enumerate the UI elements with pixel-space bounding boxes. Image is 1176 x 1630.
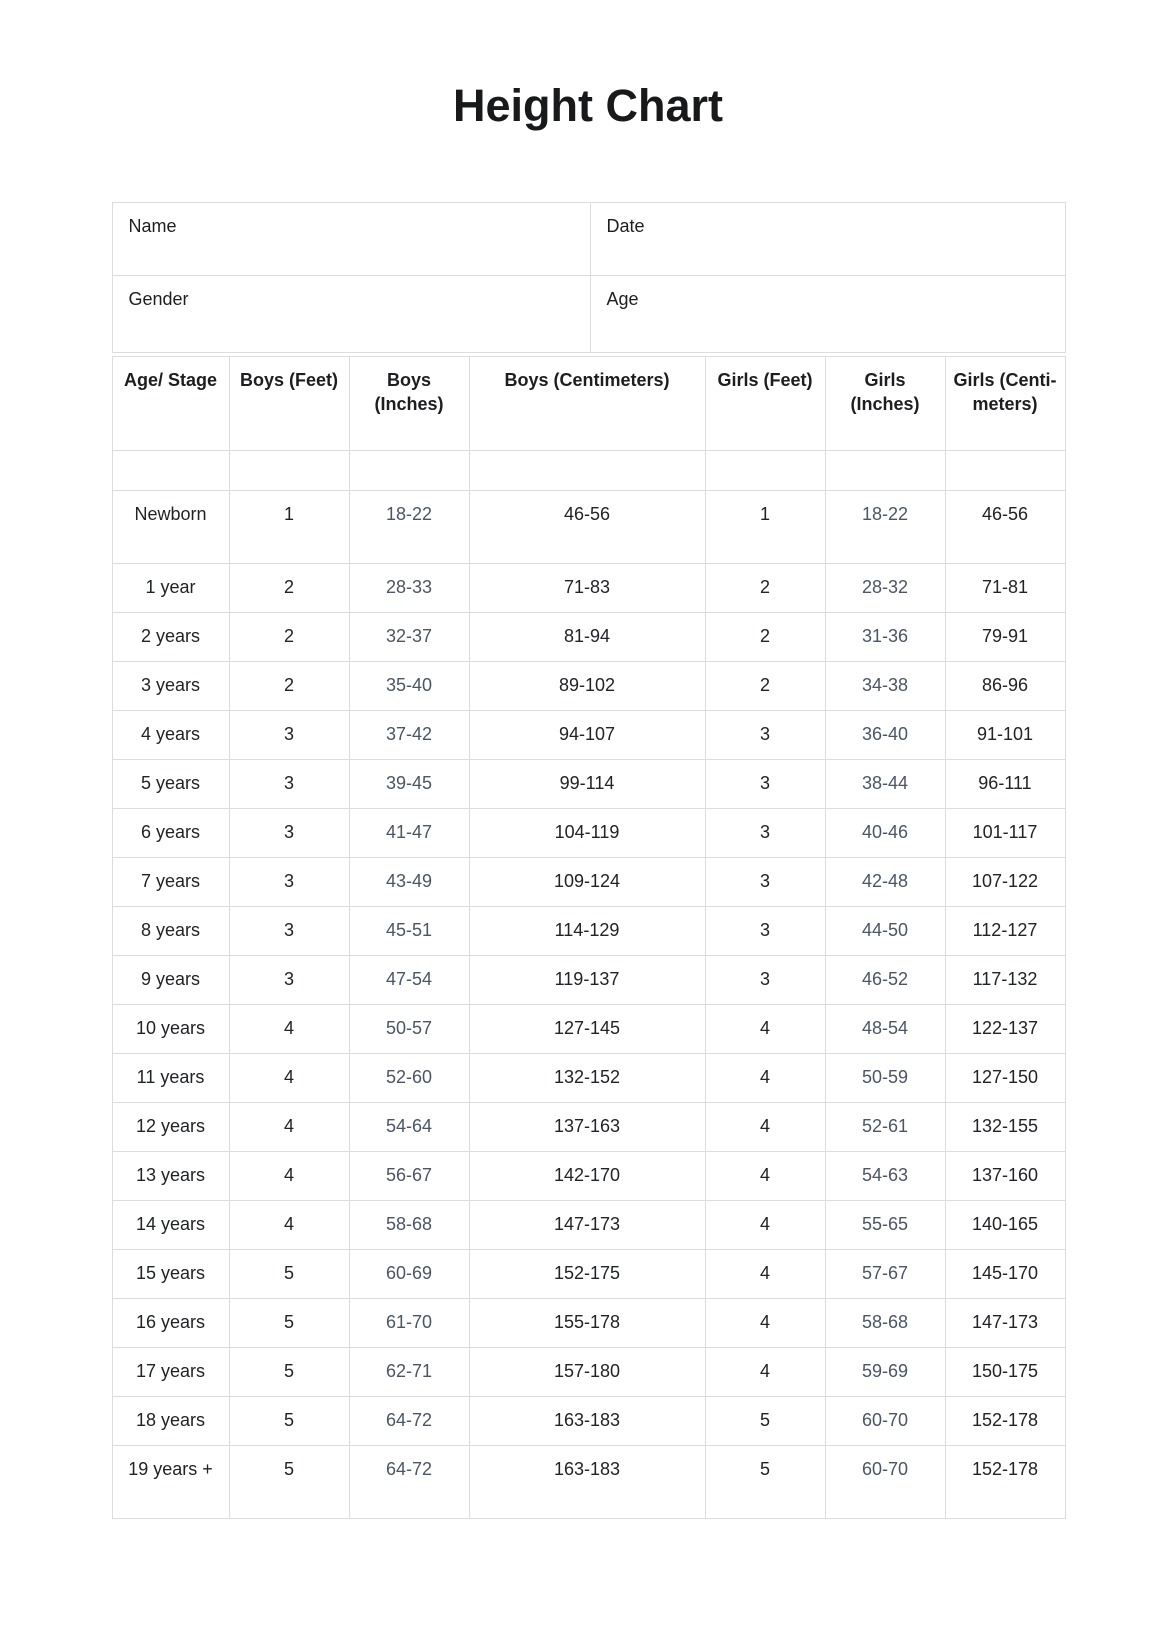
girls-cm-cell: 71-81 bbox=[945, 564, 1065, 613]
girls-cm-cell: 86-96 bbox=[945, 662, 1065, 711]
age-stage-cell: 6 years bbox=[112, 809, 229, 858]
boys-feet-cell: 2 bbox=[229, 662, 349, 711]
table-row bbox=[112, 1250, 1065, 1299]
boys-inches-cell: 61-70 bbox=[349, 1299, 469, 1348]
girls-feet-cell: 3 bbox=[705, 809, 825, 858]
boys-cm-cell: 104-119 bbox=[469, 809, 705, 858]
boys-cm-cell: 163-183 bbox=[469, 1446, 705, 1519]
table-row bbox=[112, 564, 1065, 613]
content-area bbox=[112, 202, 1065, 1519]
age-stage-cell: 14 years bbox=[112, 1201, 229, 1250]
age-stage-cell: 4 years bbox=[112, 711, 229, 760]
age-stage-cell: 13 years bbox=[112, 1152, 229, 1201]
table-row bbox=[112, 1201, 1065, 1250]
name-field-cell bbox=[112, 203, 590, 276]
age-stage-cell: 10 years bbox=[112, 1005, 229, 1054]
girls-feet-cell: 4 bbox=[705, 1250, 825, 1299]
table-row bbox=[112, 858, 1065, 907]
girls-inches-cell: 48-54 bbox=[825, 1005, 945, 1054]
girls-cm-cell: 145-170 bbox=[945, 1250, 1065, 1299]
girls-cm-cell: 132-155 bbox=[945, 1103, 1065, 1152]
boys-feet-cell: 3 bbox=[229, 956, 349, 1005]
date-field-cell bbox=[590, 203, 1065, 276]
form-row-name-date bbox=[112, 203, 1065, 276]
girls-cm-cell: 101-117 bbox=[945, 809, 1065, 858]
header-boys-cm: Boys (Centimeters) bbox=[469, 357, 705, 451]
girls-inches-cell: 42-48 bbox=[825, 858, 945, 907]
girls-inches-cell: 50-59 bbox=[825, 1054, 945, 1103]
boys-inches-cell: 41-47 bbox=[349, 809, 469, 858]
boys-cm-cell: 157-180 bbox=[469, 1348, 705, 1397]
boys-cm-cell: 155-178 bbox=[469, 1299, 705, 1348]
girls-feet-cell: 4 bbox=[705, 1201, 825, 1250]
age-stage-cell: 19 years + bbox=[112, 1446, 229, 1519]
girls-cm-cell: 46-56 bbox=[945, 491, 1065, 564]
girls-cm-cell: 107-122 bbox=[945, 858, 1065, 907]
boys-feet-cell: 3 bbox=[229, 858, 349, 907]
gender-label: Gender bbox=[128, 289, 189, 309]
boys-cm-cell: 127-145 bbox=[469, 1005, 705, 1054]
boys-cm-cell: 132-152 bbox=[469, 1054, 705, 1103]
empty-cell bbox=[349, 451, 469, 491]
girls-feet-cell: 4 bbox=[705, 1348, 825, 1397]
boys-inches-cell: 62-71 bbox=[349, 1348, 469, 1397]
table-row bbox=[112, 1152, 1065, 1201]
boys-inches-cell: 58-68 bbox=[349, 1201, 469, 1250]
boys-cm-cell: 137-163 bbox=[469, 1103, 705, 1152]
header-boys-inches: Boys (Inches) bbox=[349, 357, 469, 451]
age-stage-cell: 17 years bbox=[112, 1348, 229, 1397]
boys-feet-cell: 5 bbox=[229, 1250, 349, 1299]
girls-feet-cell: 4 bbox=[705, 1005, 825, 1054]
girls-inches-cell: 57-67 bbox=[825, 1250, 945, 1299]
boys-inches-cell: 54-64 bbox=[349, 1103, 469, 1152]
girls-cm-cell: 137-160 bbox=[945, 1152, 1065, 1201]
page-title: Height Chart bbox=[453, 80, 723, 131]
boys-feet-cell: 1 bbox=[229, 491, 349, 564]
name-label: Name bbox=[128, 216, 177, 236]
table-row bbox=[112, 491, 1065, 564]
girls-inches-cell: 60-70 bbox=[825, 1397, 945, 1446]
boys-inches-cell: 43-49 bbox=[349, 858, 469, 907]
table-row bbox=[112, 809, 1065, 858]
girls-feet-cell: 2 bbox=[705, 613, 825, 662]
boys-cm-cell: 109-124 bbox=[469, 858, 705, 907]
patient-info-table bbox=[112, 202, 1066, 353]
girls-cm-cell: 117-132 bbox=[945, 956, 1065, 1005]
girls-cm-cell: 147-173 bbox=[945, 1299, 1065, 1348]
empty-cell bbox=[469, 451, 705, 491]
girls-cm-cell: 122-137 bbox=[945, 1005, 1065, 1054]
boys-feet-cell: 3 bbox=[229, 809, 349, 858]
table-row bbox=[112, 1397, 1065, 1446]
height-table-body bbox=[112, 451, 1065, 1519]
girls-feet-cell: 3 bbox=[705, 907, 825, 956]
girls-feet-cell: 3 bbox=[705, 858, 825, 907]
header-girls-inches: Girls (Inches) bbox=[825, 357, 945, 451]
boys-cm-cell: 147-173 bbox=[469, 1201, 705, 1250]
age-stage-cell: 1 year bbox=[112, 564, 229, 613]
header-girls-cm: Girls (Centi- meters) bbox=[945, 357, 1065, 451]
girls-feet-cell: 5 bbox=[705, 1446, 825, 1519]
age-stage-cell: 2 years bbox=[112, 613, 229, 662]
age-stage-cell: 8 years bbox=[112, 907, 229, 956]
boys-inches-cell: 56-67 bbox=[349, 1152, 469, 1201]
boys-feet-cell: 5 bbox=[229, 1397, 349, 1446]
header-age-stage: Age/ Stage bbox=[112, 357, 229, 451]
age-stage-cell: 15 years bbox=[112, 1250, 229, 1299]
boys-feet-cell: 4 bbox=[229, 1201, 349, 1250]
boys-feet-cell: 4 bbox=[229, 1005, 349, 1054]
boys-cm-cell: 163-183 bbox=[469, 1397, 705, 1446]
boys-feet-cell: 5 bbox=[229, 1348, 349, 1397]
girls-inches-cell: 28-32 bbox=[825, 564, 945, 613]
table-row bbox=[112, 662, 1065, 711]
girls-cm-cell: 150-175 bbox=[945, 1348, 1065, 1397]
girls-cm-cell: 112-127 bbox=[945, 907, 1065, 956]
age-stage-cell: Newborn bbox=[112, 491, 229, 564]
girls-feet-cell: 3 bbox=[705, 760, 825, 809]
table-row bbox=[112, 711, 1065, 760]
girls-cm-cell: 152-178 bbox=[945, 1397, 1065, 1446]
girls-feet-cell: 3 bbox=[705, 711, 825, 760]
girls-inches-cell: 40-46 bbox=[825, 809, 945, 858]
girls-feet-cell: 4 bbox=[705, 1152, 825, 1201]
boys-inches-cell: 45-51 bbox=[349, 907, 469, 956]
girls-inches-cell: 31-36 bbox=[825, 613, 945, 662]
girls-inches-cell: 46-52 bbox=[825, 956, 945, 1005]
girls-cm-cell: 91-101 bbox=[945, 711, 1065, 760]
boys-feet-cell: 2 bbox=[229, 564, 349, 613]
boys-inches-cell: 28-33 bbox=[349, 564, 469, 613]
boys-feet-cell: 2 bbox=[229, 613, 349, 662]
table-row bbox=[112, 956, 1065, 1005]
boys-feet-cell: 4 bbox=[229, 1103, 349, 1152]
girls-inches-cell: 44-50 bbox=[825, 907, 945, 956]
boys-cm-cell: 114-129 bbox=[469, 907, 705, 956]
table-row bbox=[112, 907, 1065, 956]
girls-feet-cell: 4 bbox=[705, 1299, 825, 1348]
boys-feet-cell: 3 bbox=[229, 760, 349, 809]
boys-inches-cell: 64-72 bbox=[349, 1397, 469, 1446]
girls-inches-cell: 34-38 bbox=[825, 662, 945, 711]
girls-inches-cell: 38-44 bbox=[825, 760, 945, 809]
table-row bbox=[112, 1005, 1065, 1054]
form-row-gender-age bbox=[112, 276, 1065, 353]
boys-feet-cell: 4 bbox=[229, 1152, 349, 1201]
boys-cm-cell: 119-137 bbox=[469, 956, 705, 1005]
empty-cell bbox=[825, 451, 945, 491]
boys-feet-cell: 3 bbox=[229, 711, 349, 760]
age-stage-cell: 7 years bbox=[112, 858, 229, 907]
boys-feet-cell: 4 bbox=[229, 1054, 349, 1103]
girls-cm-cell: 140-165 bbox=[945, 1201, 1065, 1250]
boys-inches-cell: 39-45 bbox=[349, 760, 469, 809]
boys-inches-cell: 35-40 bbox=[349, 662, 469, 711]
girls-feet-cell: 1 bbox=[705, 491, 825, 564]
boys-cm-cell: 142-170 bbox=[469, 1152, 705, 1201]
girls-feet-cell: 2 bbox=[705, 662, 825, 711]
girls-feet-cell: 2 bbox=[705, 564, 825, 613]
boys-inches-cell: 37-42 bbox=[349, 711, 469, 760]
age-stage-cell: 11 years bbox=[112, 1054, 229, 1103]
empty-row bbox=[112, 451, 1065, 491]
boys-feet-cell: 3 bbox=[229, 907, 349, 956]
boys-inches-cell: 60-69 bbox=[349, 1250, 469, 1299]
girls-feet-cell: 4 bbox=[705, 1103, 825, 1152]
boys-cm-cell: 152-175 bbox=[469, 1250, 705, 1299]
girls-inches-cell: 36-40 bbox=[825, 711, 945, 760]
girls-feet-cell: 5 bbox=[705, 1397, 825, 1446]
header-boys-feet: Boys (Feet) bbox=[229, 357, 349, 451]
empty-cell bbox=[945, 451, 1065, 491]
age-stage-cell: 18 years bbox=[112, 1397, 229, 1446]
table-row bbox=[112, 1054, 1065, 1103]
boys-cm-cell: 99-114 bbox=[469, 760, 705, 809]
boys-cm-cell: 71-83 bbox=[469, 564, 705, 613]
girls-cm-cell: 79-91 bbox=[945, 613, 1065, 662]
girls-inches-cell: 54-63 bbox=[825, 1152, 945, 1201]
empty-cell bbox=[112, 451, 229, 491]
age-stage-cell: 5 years bbox=[112, 760, 229, 809]
girls-inches-cell: 18-22 bbox=[825, 491, 945, 564]
boys-inches-cell: 18-22 bbox=[349, 491, 469, 564]
girls-cm-cell: 96-111 bbox=[945, 760, 1065, 809]
boys-feet-cell: 5 bbox=[229, 1299, 349, 1348]
header-row bbox=[112, 357, 1065, 451]
boys-cm-cell: 46-56 bbox=[469, 491, 705, 564]
date-label: Date bbox=[606, 216, 645, 236]
header-girls-feet: Girls (Feet) bbox=[705, 357, 825, 451]
boys-cm-cell: 81-94 bbox=[469, 613, 705, 662]
table-row bbox=[112, 1299, 1065, 1348]
gender-field-cell bbox=[112, 276, 590, 353]
boys-feet-cell: 5 bbox=[229, 1446, 349, 1519]
boys-inches-cell: 50-57 bbox=[349, 1005, 469, 1054]
age-stage-cell: 16 years bbox=[112, 1299, 229, 1348]
girls-inches-cell: 52-61 bbox=[825, 1103, 945, 1152]
boys-cm-cell: 89-102 bbox=[469, 662, 705, 711]
girls-inches-cell: 58-68 bbox=[825, 1299, 945, 1348]
boys-inches-cell: 64-72 bbox=[349, 1446, 469, 1519]
girls-inches-cell: 55-65 bbox=[825, 1201, 945, 1250]
girls-inches-cell: 60-70 bbox=[825, 1446, 945, 1519]
girls-feet-cell: 3 bbox=[705, 956, 825, 1005]
table-row bbox=[112, 613, 1065, 662]
age-stage-cell: 3 years bbox=[112, 662, 229, 711]
girls-inches-cell: 59-69 bbox=[825, 1348, 945, 1397]
age-field-cell bbox=[590, 276, 1065, 353]
table-row bbox=[112, 1103, 1065, 1152]
table-row bbox=[112, 1348, 1065, 1397]
empty-cell bbox=[229, 451, 349, 491]
age-stage-cell: 12 years bbox=[112, 1103, 229, 1152]
girls-feet-cell: 4 bbox=[705, 1054, 825, 1103]
boys-cm-cell: 94-107 bbox=[469, 711, 705, 760]
girls-cm-cell: 127-150 bbox=[945, 1054, 1065, 1103]
age-stage-cell: 9 years bbox=[112, 956, 229, 1005]
boys-inches-cell: 47-54 bbox=[349, 956, 469, 1005]
table-row bbox=[112, 1446, 1065, 1519]
height-table bbox=[112, 356, 1066, 1519]
boys-inches-cell: 52-60 bbox=[349, 1054, 469, 1103]
table-row bbox=[112, 760, 1065, 809]
empty-cell bbox=[705, 451, 825, 491]
age-label: Age bbox=[606, 289, 639, 309]
girls-cm-cell: 152-178 bbox=[945, 1446, 1065, 1519]
boys-inches-cell: 32-37 bbox=[349, 613, 469, 662]
